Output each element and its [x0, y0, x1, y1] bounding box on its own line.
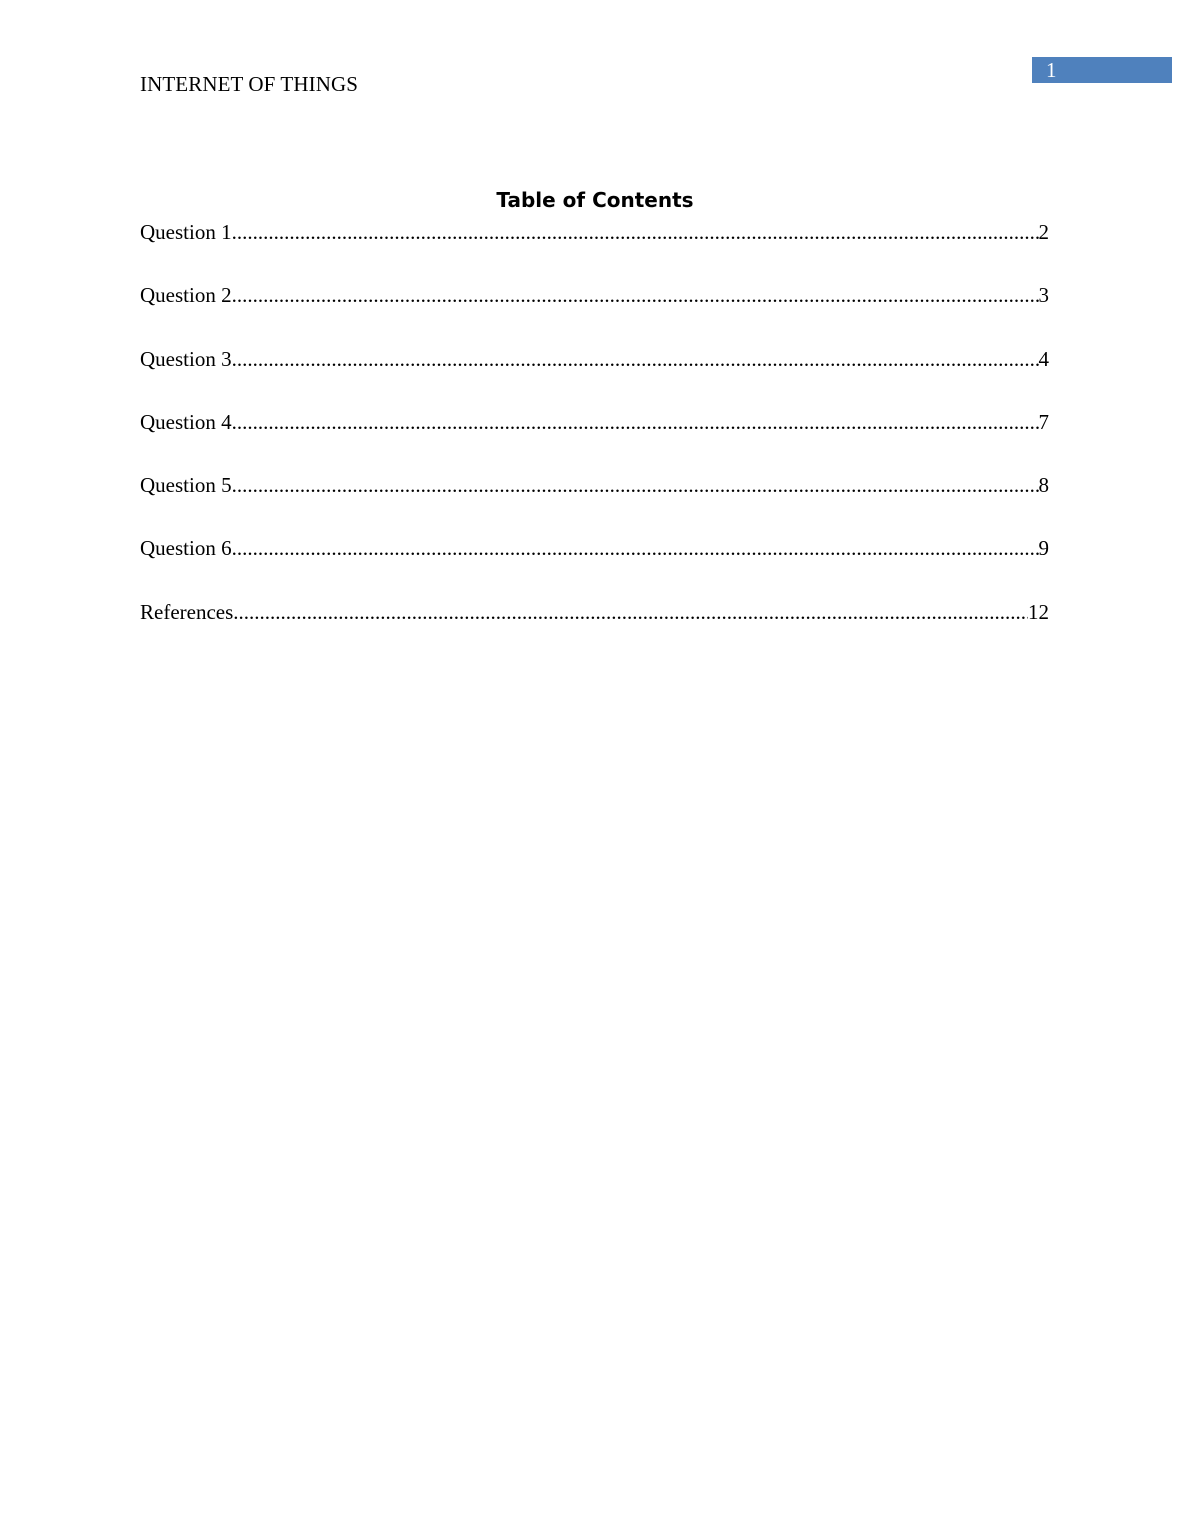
toc-entry-page: 12: [1028, 599, 1049, 624]
toc-entry-references[interactable]: [140, 597, 1049, 660]
toc-dot-leader: [233, 597, 1028, 627]
toc-entry-page: 7: [1038, 409, 1049, 434]
toc-entry-label: Question 3: [140, 346, 232, 371]
toc-entry-question-5[interactable]: [140, 470, 1049, 533]
toc-dot-leader: [232, 280, 1039, 310]
table-of-contents: [140, 217, 1049, 660]
toc-entry-question-6[interactable]: [140, 533, 1049, 596]
toc-entry-label: Question 6: [140, 536, 232, 561]
toc-entry-page: 2: [1038, 220, 1049, 244]
toc-entry-question-4[interactable]: [140, 407, 1049, 470]
toc-entry-page: 3: [1038, 283, 1049, 308]
toc-entry-label: Question 5: [140, 473, 232, 498]
toc-dot-leader: [232, 217, 1039, 247]
toc-entry-label: Question 2: [140, 283, 232, 308]
toc-entry-question-1[interactable]: [140, 217, 1049, 280]
toc-entry-question-2[interactable]: [140, 280, 1049, 343]
toc-dot-leader: [232, 470, 1039, 500]
toc-entry-page: 4: [1038, 346, 1049, 371]
toc-entry-question-3[interactable]: [140, 344, 1049, 407]
toc-entry-label: References: [140, 599, 234, 624]
toc-title: Table of Contents: [496, 188, 694, 212]
running-head: INTERNET OF THINGS: [140, 72, 359, 96]
page-number-box: [1032, 57, 1172, 83]
toc-dot-leader: [232, 344, 1039, 374]
toc-entry-label: Question 1: [140, 220, 232, 244]
toc-entry-page: 9: [1038, 536, 1049, 561]
toc-dot-leader: [232, 533, 1039, 563]
page-number: 1: [1046, 58, 1057, 82]
toc-entry-label: Question 4: [140, 409, 232, 434]
toc-entry-page: 8: [1038, 473, 1049, 498]
toc-dot-leader: [232, 407, 1039, 437]
